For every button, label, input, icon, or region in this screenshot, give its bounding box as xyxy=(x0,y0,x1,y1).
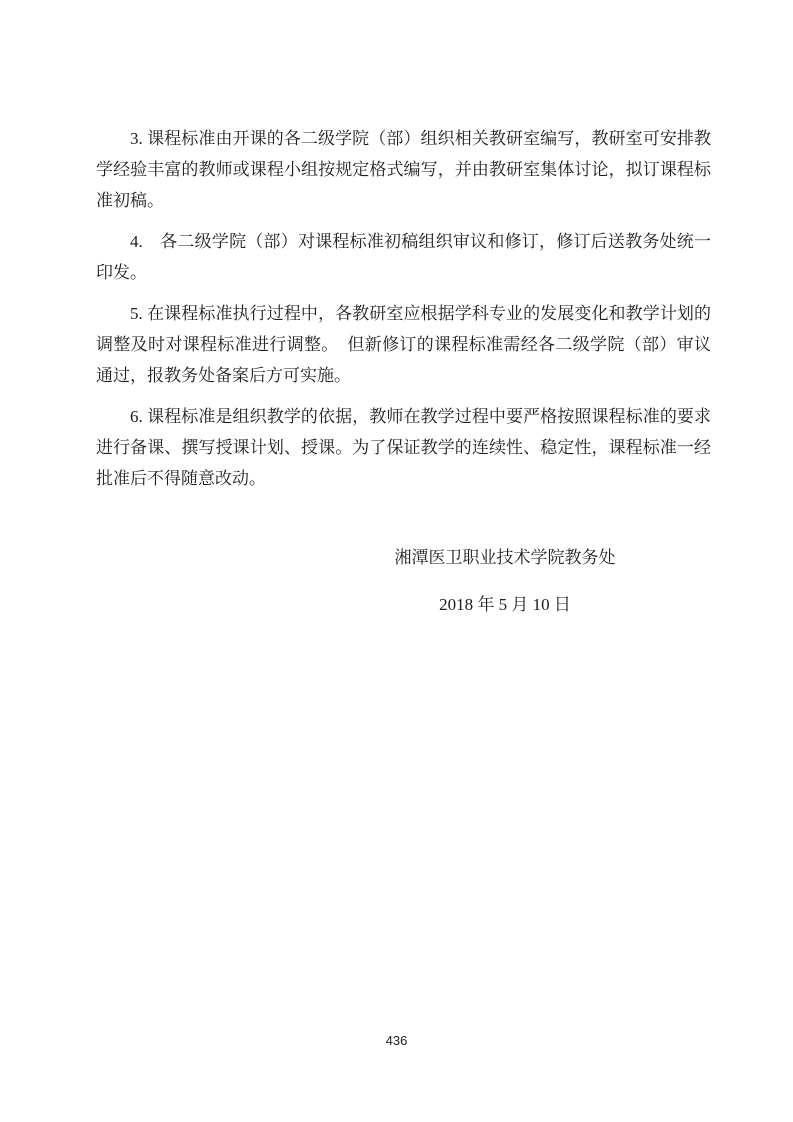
paragraph-item-3: 3. 课程标准由开课的各二级学院（部）组织相关教研室编写，教研室可安排教学经验丰富的教师或课程小组按规定格式编写，并由教研室集体讨论，拟订课程标准初稿。 xyxy=(96,129,711,210)
signature-date: 2018 年 5 月 10 日 xyxy=(439,595,571,614)
page-number: 436 xyxy=(385,1033,408,1048)
signature-block xyxy=(300,542,710,620)
document-body xyxy=(96,123,711,620)
paragraph-item-5: 5. 在课程标准执行过程中，各教研室应根据学科专业的发展变化和教学计划的调整及时对课程标准进行调整。 但新修订的课程标准需经各二级学院（部）审议通过，报教务处备案后方可实施。 xyxy=(96,304,711,385)
paragraph-item-6: 6. 课程标准是组织教学的依据，教师在教学过程中要严格按照课程标准的要求进行备课、撰写授课计划、授课。为了保证教学的连续性、稳定性，课程标准一经批准后不得随意改动。 xyxy=(96,407,711,488)
signature-organization: 湘潭医卫职业技术学院教务处 xyxy=(394,548,616,567)
paragraph-item-4: 4. 各二级学院（部）对课程标准初稿组织审议和修订，修订后送教务处统一印发。 xyxy=(96,232,711,282)
